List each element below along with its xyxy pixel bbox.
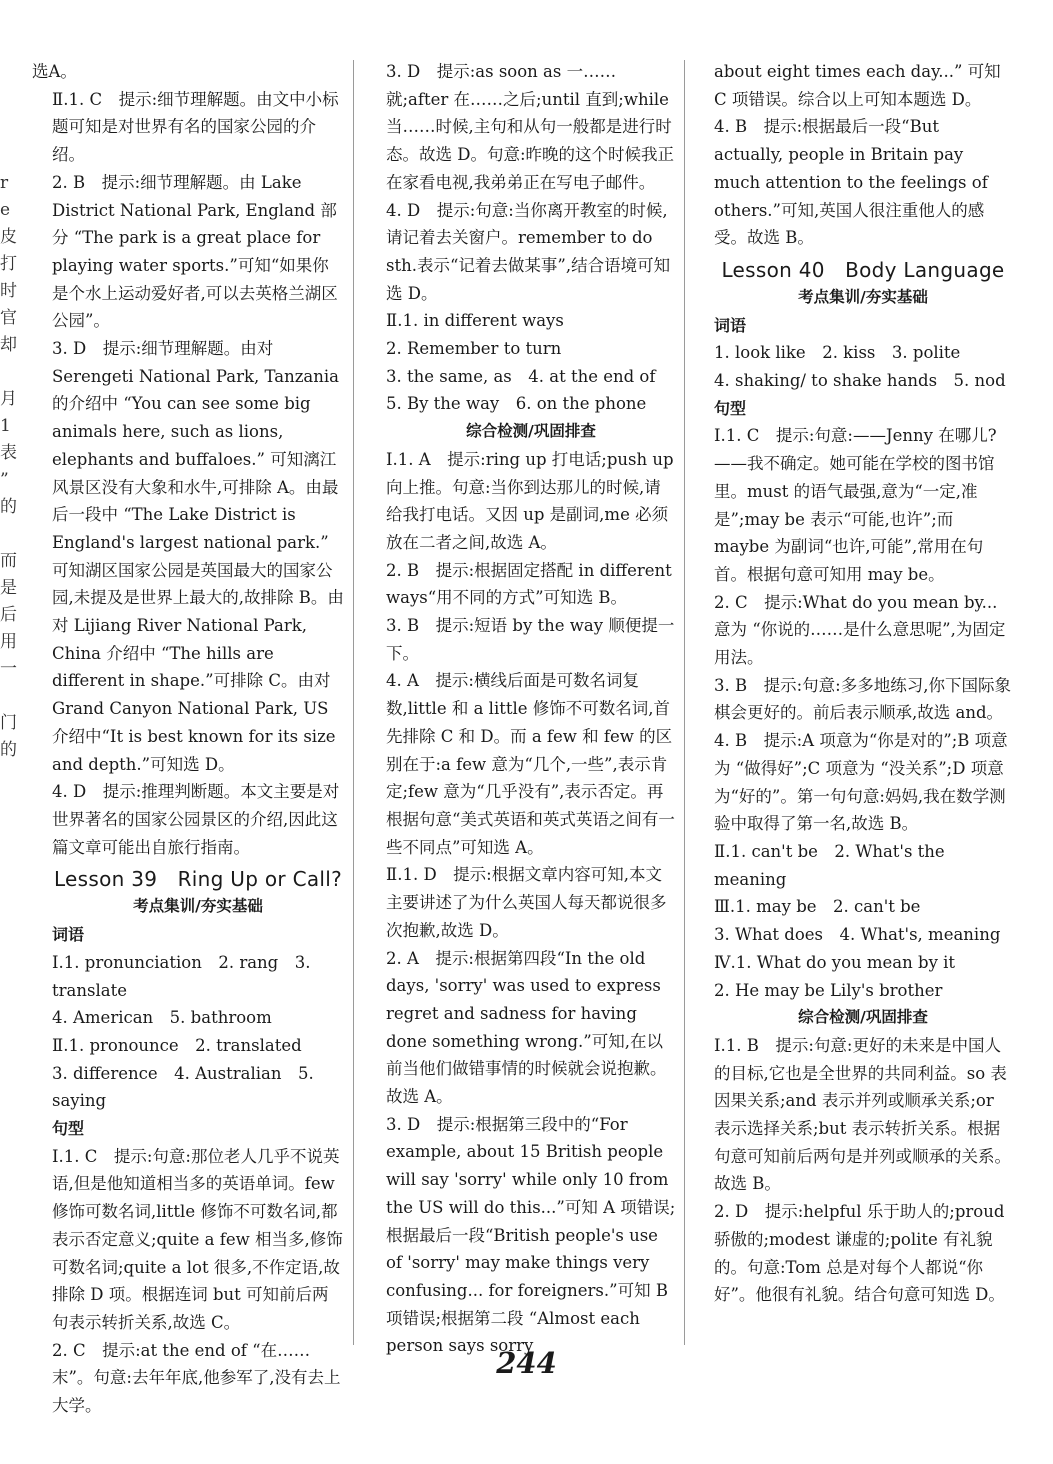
- column-rule-2: [684, 60, 685, 1345]
- category-heading: 词语: [52, 925, 85, 945]
- lesson-heading: Lesson 40 Body Language: [721, 257, 1005, 282]
- answer-paragraph: Ⅳ.1. What do you mean by it: [714, 952, 956, 972]
- answer-column-1: [32, 58, 344, 1420]
- answer-paragraph: 3. D 提示:细节理解题。由对Serengeti National Park, Tanzania 的介绍中 “You can see some big animals here, such as lions, elephants and buffaloes.” 可知漓江风景区没有大象和水牛,可排除 A。由最后一段中 “The Lake District is England's largest national park.” 可知湖区国家公园是英国最大的国家公园,未提及是世界上最大的,故排除 B。由对 Lijiang River National Park, China 介绍中 “The hills are different in shape.”可排除 C。由对 Grand Canyon National Park, US 介绍中“It is best known for its size and depth.”可知选 D。: [52, 339, 344, 774]
- edge-char: 的: [0, 740, 17, 760]
- answer-paragraph: 4. shaking/ to shake hands 5. nod: [714, 371, 1006, 391]
- answer-paragraph: 3. D 提示:as soon as 一……就;after 在……之后;until 直到;while 当……时候,主句和从句一般都是进行时态。故选 D。句意:昨晚的这个时候我正在家看电视,我弟弟正在写电子邮件。: [386, 62, 675, 192]
- answer-column-3: [694, 58, 1012, 1309]
- answer-paragraph: 4. B 提示:A 项意为“你是对的”;B 项意为 “做得好”;C 项意为 “没关系”;D 项意为“好的”。第一句句意:妈妈,我在数学测验中取得了第一名,故选 B。: [714, 731, 1008, 834]
- answer-paragraph: 3. B 提示:短语 by the way 顺便提一下。: [386, 616, 675, 663]
- answer-paragraph: 4. B 提示:根据最后一段“But actually, people in Britain pay much attention to the feelings of others.”可知,英国人很注重他人的感受。故选 B。: [714, 117, 988, 248]
- answer-paragraph: 5. By the way 6. on the phone: [386, 394, 647, 414]
- answer-paragraph: about eight times each day...” 可知 C 项错误。综合以上可知本题选 D。: [714, 62, 1001, 109]
- answer-paragraph: Ⅱ.1. pronounce 2. translated: [52, 1035, 302, 1055]
- edge-char: [0, 683, 12, 710]
- edge-char: ”: [0, 470, 9, 490]
- answer-paragraph: Ⅱ.1. C 提示:细节理解题。由文中小标题可知是对世界有名的国家公园的介绍。: [52, 89, 339, 165]
- answer-paragraph: Ⅰ.1. pronunciation 2. rang 3. translate: [52, 952, 311, 1000]
- section-subheading: 考点集训/夯实基础: [798, 287, 928, 306]
- edge-char: [0, 359, 12, 386]
- category-heading: 句型: [714, 398, 747, 418]
- answer-paragraph: Ⅱ.1. in different ways: [386, 311, 564, 331]
- edge-char: 是: [0, 578, 17, 598]
- edge-char: 门: [0, 713, 17, 733]
- answer-paragraph: 4. American 5. bathroom: [52, 1008, 272, 1028]
- edge-char: 皮: [0, 227, 17, 247]
- answer-paragraph: 4. A 提示:横线后面是可数名词复数,little 和 a little 修饰不可数名词,首先排除 C 和 D。而 a few 和 few 的区别在于:a few 意为“几个,一些”,表示肯定;few 意为“几乎没有”,表示否定。再根据句意“美式英语和英式英语之间有一些不同点”可知选 A。: [386, 671, 675, 857]
- answer-paragraph: 2. He may be Lily's brother: [714, 980, 943, 1000]
- column-rule-1: [353, 60, 354, 1345]
- answer-paragraph: 2. D 提示:helpful 乐于助人的;proud 骄傲的;modest 谦虚的;polite 有礼貌的。句意:Tom 总是对每个人都说“你好”。他很有礼貌。结合句意可知选 D。: [714, 1202, 1005, 1305]
- answer-paragraph: 3. the same, as 4. at the end of: [386, 366, 656, 386]
- answer-paragraph: 3. difference 4. Australian 5. saying: [52, 1063, 314, 1111]
- answer-paragraph: 选A。: [32, 62, 77, 81]
- answer-paragraph: 2. C 提示:What do you mean by... 意为 “你说的……是什么意思呢”,为固定用法。: [714, 592, 1006, 668]
- edge-char: 打: [0, 254, 17, 274]
- left-edge-cropped-text: [0, 170, 17, 764]
- edge-char: 月: [0, 389, 17, 409]
- page-number: 244: [496, 1346, 557, 1380]
- answer-paragraph: Ⅱ.1. D 提示:根据文章内容可知,本文主要讲述了为什么英国人每天都说很多次抱歉,故选 D。: [386, 865, 667, 940]
- edge-char: 后: [0, 605, 17, 625]
- answer-paragraph: 2. B 提示:细节理解题。由 Lake District National Park, England 部分 “The park is a great place for playing water sports.”可知“如果你是个水上运动爱好者,可以去英格兰湖区公园”。: [52, 172, 338, 331]
- edge-char: r: [0, 173, 9, 193]
- edge-char: 1: [0, 416, 11, 436]
- category-heading: 句型: [52, 1119, 85, 1139]
- answer-paragraph: Ⅰ.1. B 提示:句意:更好的未来是中国人的目标,它也是全世界的共同利益。so 表因果关系;and 表示并列或顺承关系;or 表示选择关系;but 表示转折关系。根据句意可知前后两句是并列或顺承的关系。故选 B。: [714, 1035, 1011, 1194]
- answer-paragraph: 2. A 提示:根据第四段“In the old days, 'sorry' was used to express regret and sadness for having done something wrong.”可知,在以前当他们做错事情的时候就会说抱歉。故选 A。: [386, 948, 667, 1107]
- answer-paragraph: 1. look like 2. kiss 3. polite: [714, 343, 961, 363]
- answer-paragraph: Ⅲ.1. may be 2. can't be: [714, 897, 921, 917]
- category-heading: 词语: [714, 315, 747, 335]
- answer-paragraph: 3. D 提示:根据第三段中的“For example, about 15 British people will say 'sorry' while only 10 from the US will do this...”可知 A 项错误;根据最后一段“British people's use of 'sorry' may make things very confusing... for foreigners.”可知 B 项错误;根据第二段 “Almost each person says sorry: [386, 1114, 676, 1356]
- edge-char: e: [0, 200, 11, 220]
- section-subheading: 考点集训/夯实基础: [133, 897, 263, 916]
- section-subheading: 综合检测/巩固排查: [466, 422, 596, 441]
- answer-paragraph: 2. B 提示:根据固定搭配 in different ways“用不同的方式”可知选 B。: [386, 560, 672, 608]
- edge-char: 用: [0, 632, 17, 652]
- answer-paragraph: 4. D 提示:句意:当你离开教室的时候,请记着去关窗户。remember to do sth.表示“记着去做某事”,结合语境可知选 D。: [386, 200, 671, 303]
- answer-column-2: [366, 58, 676, 1360]
- answer-paragraph: Ⅰ.1. C 提示:句意:那位老人几乎不说英语,但是他知道相当多的英语单词。few 修饰可数名词,little 修饰不可数名词,都表示否定意义;quite a few 相当多,修饰可数名词;quite a lot 很多,不作定语,故排除 D 项。根据连词 but 可知前后两句表示转折关系,故选 C。: [52, 1146, 343, 1332]
- answer-paragraph: Ⅰ.1. C 提示:句意:——Jenny 在哪儿?——我不确定。她可能在学校的图书馆里。must 的语气最强,意为“一定,准是”;may be 表示“可能,也许”;而 maybe 为副词“也许,可能”,常用在句首。根据句意可知用 may be。: [714, 426, 997, 584]
- section-subheading: 综合检测/巩固排查: [798, 1008, 928, 1027]
- edge-char: 官: [0, 308, 17, 328]
- answer-paragraph: 3. What does 4. What's, meaning: [714, 925, 1001, 945]
- edge-char: 一: [0, 659, 17, 679]
- answer-paragraph: 3. B 提示:句意:多多地练习,你下国际象棋会更好的。前后表示顺承,故选 and。: [714, 675, 1011, 723]
- lesson-heading: Lesson 39 Ring Up or Call?: [53, 867, 343, 892]
- edge-char: 却: [0, 335, 17, 355]
- edge-char: 的: [0, 497, 17, 517]
- edge-char: 时: [0, 281, 17, 301]
- answer-paragraph: 2. C 提示:at the end of “在……末”。句意:去年年底,他参军了,没有去上大学。: [52, 1340, 341, 1416]
- answer-paragraph: 2. Remember to turn: [386, 339, 562, 359]
- answer-paragraph: Ⅱ.1. can't be 2. What's the meaning: [714, 841, 945, 889]
- answer-paragraph: 4. D 提示:推理判断题。本文主要是对世界著名的国家公园景区的介绍,因此这篇文章可能出自旅行指南。: [52, 782, 340, 857]
- edge-char: 而: [0, 551, 17, 571]
- answer-paragraph: Ⅰ.1. A 提示:ring up 打电话;push up 向上推。句意:当你到达那儿的时候,请给我打电话。又因 up 是副词,me 必须放在二者之间,故选 A。: [386, 449, 674, 552]
- edge-char: 表: [0, 443, 17, 463]
- edge-char: [0, 521, 12, 548]
